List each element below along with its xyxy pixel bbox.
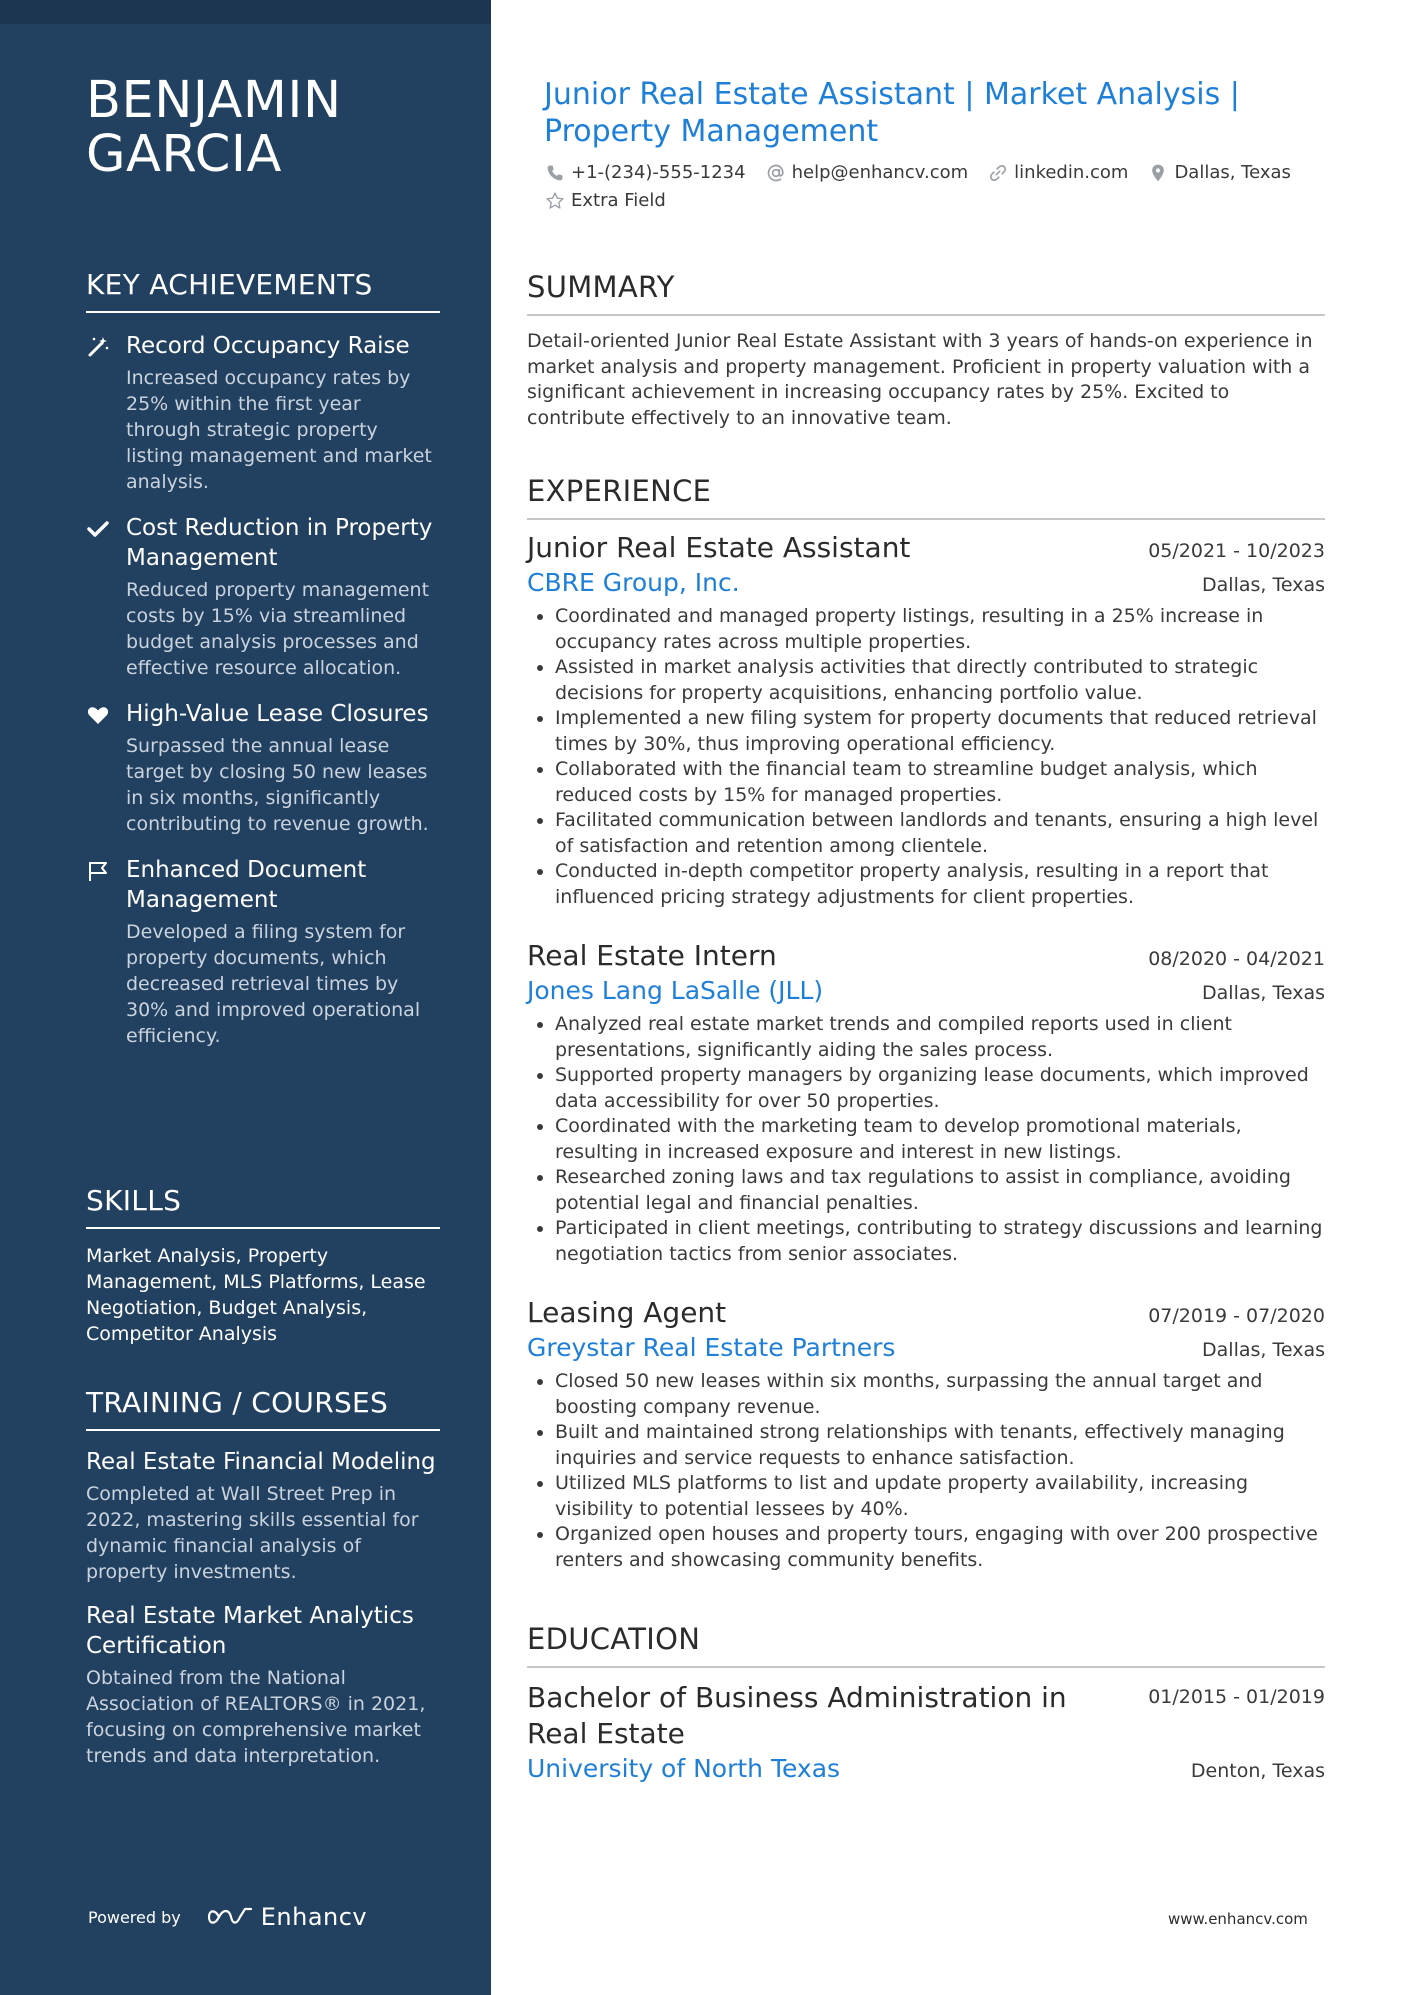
school-name[interactable]: University of North Texas (527, 1754, 841, 1783)
job-bullets (527, 1012, 1325, 1267)
star-icon (545, 191, 565, 211)
contact-phone-text: +1-(234)-555-1234 (571, 162, 746, 183)
achievements-heading: KEY ACHIEVEMENTS (86, 268, 440, 313)
job-bullet: • Built and maintained strong relationships with tenants, effectively managing inquiries and service requests to enhance satisfaction. (555, 1420, 1325, 1471)
job-bullets (527, 604, 1325, 910)
job-bullet: • Assisted in market analysis activities that directly contributed to strategic decisions for property acquisitions, enhancing portfolio value. (555, 655, 1325, 706)
achievement-title: Enhanced Document Management (126, 857, 367, 913)
achievement-title: Record Occupancy Raise (126, 333, 410, 359)
contact-phone[interactable] (545, 162, 746, 184)
last-name: GARCIA (86, 125, 282, 184)
contact-location (1148, 162, 1291, 184)
sidebar-top-bar (0, 0, 491, 24)
course-description: Completed at Wall Street Prep in 2022, mastering skills essential for dynamic financial analysis of property investments. (86, 1483, 419, 1583)
job-dates: 08/2020 - 04/2021 (1148, 948, 1325, 970)
job-bullet: • Analyzed real estate market trends and compiled reports used in client presentations, significantly aiding the sales process. (555, 1012, 1325, 1063)
summary-text: Detail-oriented Junior Real Estate Assistant with 3 years of hands-on experience in market analysis and property management. Proficient in property valuation with a significant achievement in increasing occupancy rates by 25%. Excited to contribute effectively to an innovative team. (527, 330, 1313, 429)
job-bullet: • Organized open houses and property tours, engaging with over 200 prospective renters and showcasing community benefits. (555, 1522, 1325, 1573)
job-bullets (527, 1369, 1325, 1573)
job-bullet: • Implemented a new filing system for property documents that reduced retrieval times by 30%, thus improving operational efficiency. (555, 706, 1325, 757)
contact-extra-field (545, 190, 666, 212)
job-bullet: • Utilized MLS platforms to list and update property availability, increasing visibility to potential lessees by 40%. (555, 1471, 1325, 1522)
location-icon (1148, 163, 1168, 183)
first-name: BENJAMIN (86, 71, 342, 130)
school-location: Denton, Texas (1190, 1760, 1325, 1782)
contact-location-text: Dallas, Texas (1174, 162, 1291, 183)
achievement-description: Increased occupancy rates by 25% within the first year through strategic property listing management and market analysis. (126, 367, 432, 493)
skills-heading: SKILLS (86, 1184, 440, 1229)
enhancv-logo-icon (207, 1905, 253, 1929)
achievement-item (86, 699, 440, 837)
job-bullet: • Closed 50 new leases within six months, surpassing the annual target and boosting company revenue. (555, 1369, 1325, 1420)
job-entry (527, 1295, 1325, 1573)
summary-heading: SUMMARY (527, 270, 1325, 316)
job-entry (527, 938, 1325, 1267)
achievement-description: Surpassed the annual lease target by closing 50 new leases in six months, significantly contributing to revenue growth. (126, 735, 429, 835)
job-bullet: • Supported property managers by organizing lease documents, which improved data accessibility for over 50 properties. (555, 1063, 1325, 1114)
job-location: Dallas, Texas (1202, 1339, 1325, 1361)
check-icon (86, 517, 110, 541)
achievement-item (86, 331, 440, 495)
powered-by-label: Powered by (88, 1907, 181, 1927)
job-company[interactable]: Greystar Real Estate Partners (527, 1333, 896, 1362)
magic-wand-icon (86, 335, 110, 359)
job-bullet: • Facilitated communication between landlords and tenants, ensuring a high level of satisfaction and retention among clientele. (555, 808, 1325, 859)
job-bullet: • Collaborated with the financial team to streamline budget analysis, which reduced costs by 15% for managed properties. (555, 757, 1325, 808)
enhancv-logo[interactable] (207, 1903, 367, 1931)
skills-list: Market Analysis, Property Management, MLS Platforms, Lease Negotiation, Budget Analysis, Competitor Analysis (86, 1245, 426, 1345)
job-company[interactable]: Jones Lang LaSalle (JLL) (527, 976, 824, 1005)
job-location: Dallas, Texas (1202, 574, 1325, 596)
education-dates: 01/2015 - 01/2019 (1148, 1686, 1325, 1708)
job-bullet: • Researched zoning laws and tax regulations to assist in compliance, avoiding potential legal and financial penalties. (555, 1165, 1325, 1216)
achievements-section (86, 268, 440, 1049)
phone-icon (545, 163, 565, 183)
contact-email[interactable] (766, 162, 969, 184)
link-icon (988, 163, 1008, 183)
job-entry (527, 530, 1325, 910)
job-title: Leasing Agent (527, 1296, 727, 1329)
job-bullet: • Coordinated and managed property listings, resulting in a 25% increase in occupancy rates across multiple properties. (555, 604, 1325, 655)
course-title: Real Estate Market Analytics Certification (86, 1603, 414, 1659)
contact-extra-field-text: Extra Field (571, 190, 666, 211)
course-title: Real Estate Financial Modeling (86, 1449, 436, 1475)
course-item (86, 1447, 440, 1585)
contact-linkedin[interactable] (988, 162, 1128, 184)
achievement-description: Developed a filing system for property documents, which decreased retrieval times by 30% and improved operational efficiency. (126, 921, 421, 1047)
contact-bar (545, 162, 1315, 212)
enhancv-brand: Enhancv (260, 1903, 368, 1931)
training-heading: TRAINING / COURSES (86, 1386, 440, 1431)
job-title: Real Estate Intern (527, 939, 777, 972)
degree-title: Bachelor of Business Administration in Real Estate (527, 1681, 1067, 1750)
skills-section (86, 1184, 440, 1347)
education-heading: EDUCATION (527, 1622, 1325, 1668)
training-section (86, 1386, 440, 1769)
contact-email-text: help@enhancv.com (791, 162, 969, 183)
headline: Junior Real Estate Assistant | Market Analysis | Property Management (544, 77, 1240, 149)
achievement-title: High-Value Lease Closures (126, 701, 429, 727)
achievement-title: Cost Reduction in Property Management (126, 515, 433, 571)
at-icon (766, 163, 786, 183)
contact-linkedin-text: linkedin.com (1014, 162, 1129, 183)
candidate-name (86, 71, 342, 184)
course-description: Obtained from the National Association of REALTORS® in 2021, focusing on comprehensive market trends and data interpretation. (86, 1667, 426, 1767)
job-bullet: • Coordinated with the marketing team to develop promotional materials, resulting in increased exposure and interest in new listings. (555, 1114, 1325, 1165)
achievement-description: Reduced property management costs by 15% via streamlined budget analysis processes and effective resource allocation. (126, 579, 430, 679)
job-company[interactable]: CBRE Group, Inc. (527, 568, 740, 597)
job-location: Dallas, Texas (1202, 982, 1325, 1004)
achievement-item (86, 513, 440, 681)
heart-icon (86, 703, 110, 727)
footer-url[interactable]: www.enhancv.com (1168, 1910, 1308, 1928)
sidebar (0, 0, 491, 1995)
experience-heading: EXPERIENCE (527, 474, 1325, 520)
job-dates: 05/2021 - 10/2023 (1148, 540, 1325, 562)
course-item (86, 1601, 440, 1769)
achievement-item (86, 855, 440, 1049)
job-title: Junior Real Estate Assistant (527, 531, 911, 564)
education-entry (527, 1680, 1325, 1786)
job-bullet: • Participated in client meetings, contributing to strategy discussions and learning negotiation tactics from senior associates. (555, 1216, 1325, 1267)
flag-icon (86, 859, 110, 883)
job-bullet: • Conducted in-depth competitor property analysis, resulting in a report that influenced pricing strategy adjustments for client properties. (555, 859, 1325, 910)
job-dates: 07/2019 - 07/2020 (1148, 1305, 1325, 1327)
powered-by (88, 1903, 367, 1931)
